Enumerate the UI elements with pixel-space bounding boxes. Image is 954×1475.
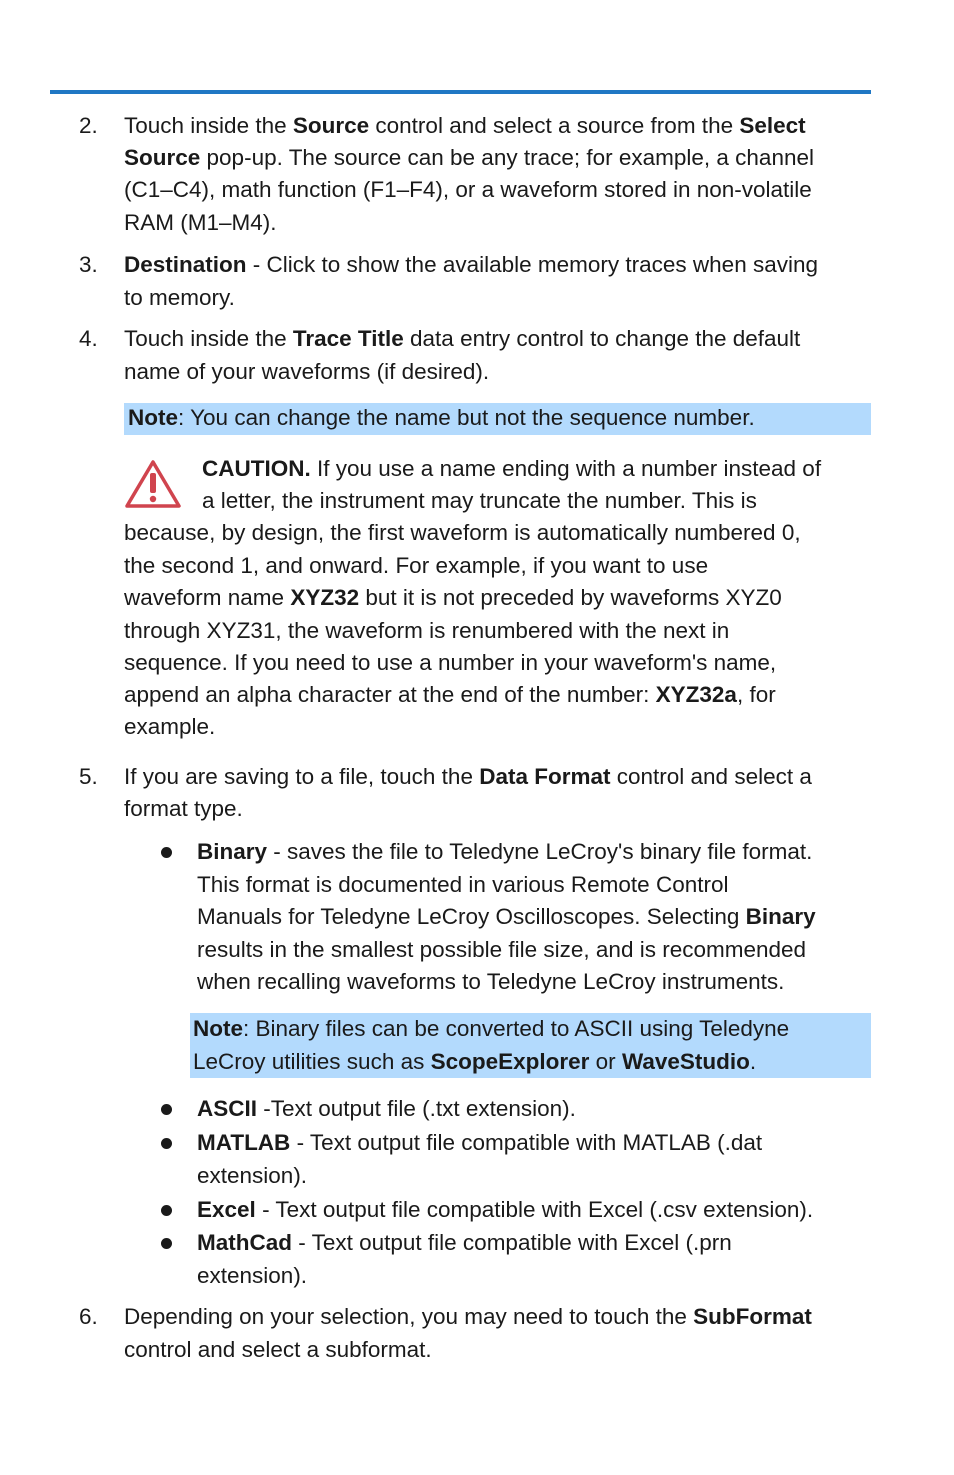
step-4-text: name of your waveforms (if desired). — [124, 359, 490, 384]
step-2-text: Touch inside the Source control and select a source from the Select — [124, 113, 806, 138]
list-item-binary: This format is documented in various Remote Control — [197, 872, 729, 897]
note-text: Note: You can change the name but not the sequence number. — [128, 405, 755, 430]
bullet-icon — [161, 1104, 172, 1115]
list-item-binary: when recalling waveforms to Teledyne LeCroy instruments. — [197, 969, 785, 994]
caution-text: sequence. If you need to use a number in your waveform's name, — [124, 650, 777, 675]
bullet-icon — [161, 1205, 172, 1216]
list-item-mathcad: extension). — [197, 1263, 308, 1288]
step-2-text: (C1–C4), math function (F1–F4), or a waveform stored in non-volatile — [124, 177, 812, 202]
step-number: 6. — [79, 1304, 98, 1329]
bullet-icon — [161, 847, 172, 858]
list-item-binary: results in the smallest possible file size, and is recommended — [197, 937, 807, 962]
list-item-binary: Binary - saves the file to Teledyne LeCroy's binary file format. — [197, 839, 813, 864]
list-item-ascii: ASCII -Text output file (.txt extension). — [197, 1096, 576, 1121]
step-number: 5. — [79, 764, 98, 789]
list-item-mathcad: MathCad - Text output file compatible with Excel (.prn — [197, 1230, 732, 1255]
step-2-text: RAM (M1–M4). — [124, 210, 277, 235]
bullet-icon — [161, 1238, 172, 1249]
step-number: 4. — [79, 326, 98, 351]
list-item-matlab: extension). — [197, 1163, 308, 1188]
warning-triangle-icon — [123, 458, 183, 510]
step-number: 2. — [79, 113, 98, 138]
note-text: Note: Binary files can be converted to ASCII using Teledyne — [193, 1016, 790, 1041]
step-number: 3. — [79, 252, 98, 277]
caution-text: append an alpha character at the end of the number: XYZ32a, for — [124, 682, 776, 707]
caution-text: because, by design, the first waveform is automatically numbered 0, — [124, 520, 801, 545]
caution-text: a letter, the instrument may truncate the number. This is — [202, 488, 757, 513]
caution-text: through XYZ31, the waveform is renumbered with the next in — [124, 618, 730, 643]
step-2-text: Source pop-up. The source can be any trace; for example, a channel — [124, 145, 814, 170]
list-item-binary: Manuals for Teledyne LeCroy Oscilloscopes. Selecting Binary — [197, 904, 816, 929]
step-6-text: control and select a subformat. — [124, 1337, 432, 1362]
step-5-text: format type. — [124, 796, 243, 821]
note-text: LeCroy utilities such as ScopeExplorer or WaveStudio. — [193, 1049, 757, 1074]
step-6-text: Depending on your selection, you may need to touch the SubFormat — [124, 1304, 812, 1329]
caution-text: CAUTION. If you use a name ending with a number instead of — [202, 456, 822, 481]
step-3-text: Destination - Click to show the available memory traces when saving — [124, 252, 819, 277]
caution-text: the second 1, and onward. For example, if you want to use — [124, 553, 709, 578]
caution-text: waveform name XYZ32 but it is not preceded by waveforms XYZ0 — [124, 585, 782, 610]
bullet-icon — [161, 1138, 172, 1149]
caution-text: example. — [124, 714, 216, 739]
list-item-excel: Excel - Text output file compatible with Excel (.csv extension). — [197, 1197, 814, 1222]
step-4-text: Touch inside the Trace Title data entry control to change the default — [124, 326, 801, 351]
step-3-text: to memory. — [124, 285, 235, 310]
header-rule — [50, 90, 871, 94]
step-5-text: If you are saving to a file, touch the Data Format control and select a — [124, 764, 812, 789]
list-item-matlab: MATLAB - Text output file compatible with MATLAB (.dat — [197, 1130, 763, 1155]
